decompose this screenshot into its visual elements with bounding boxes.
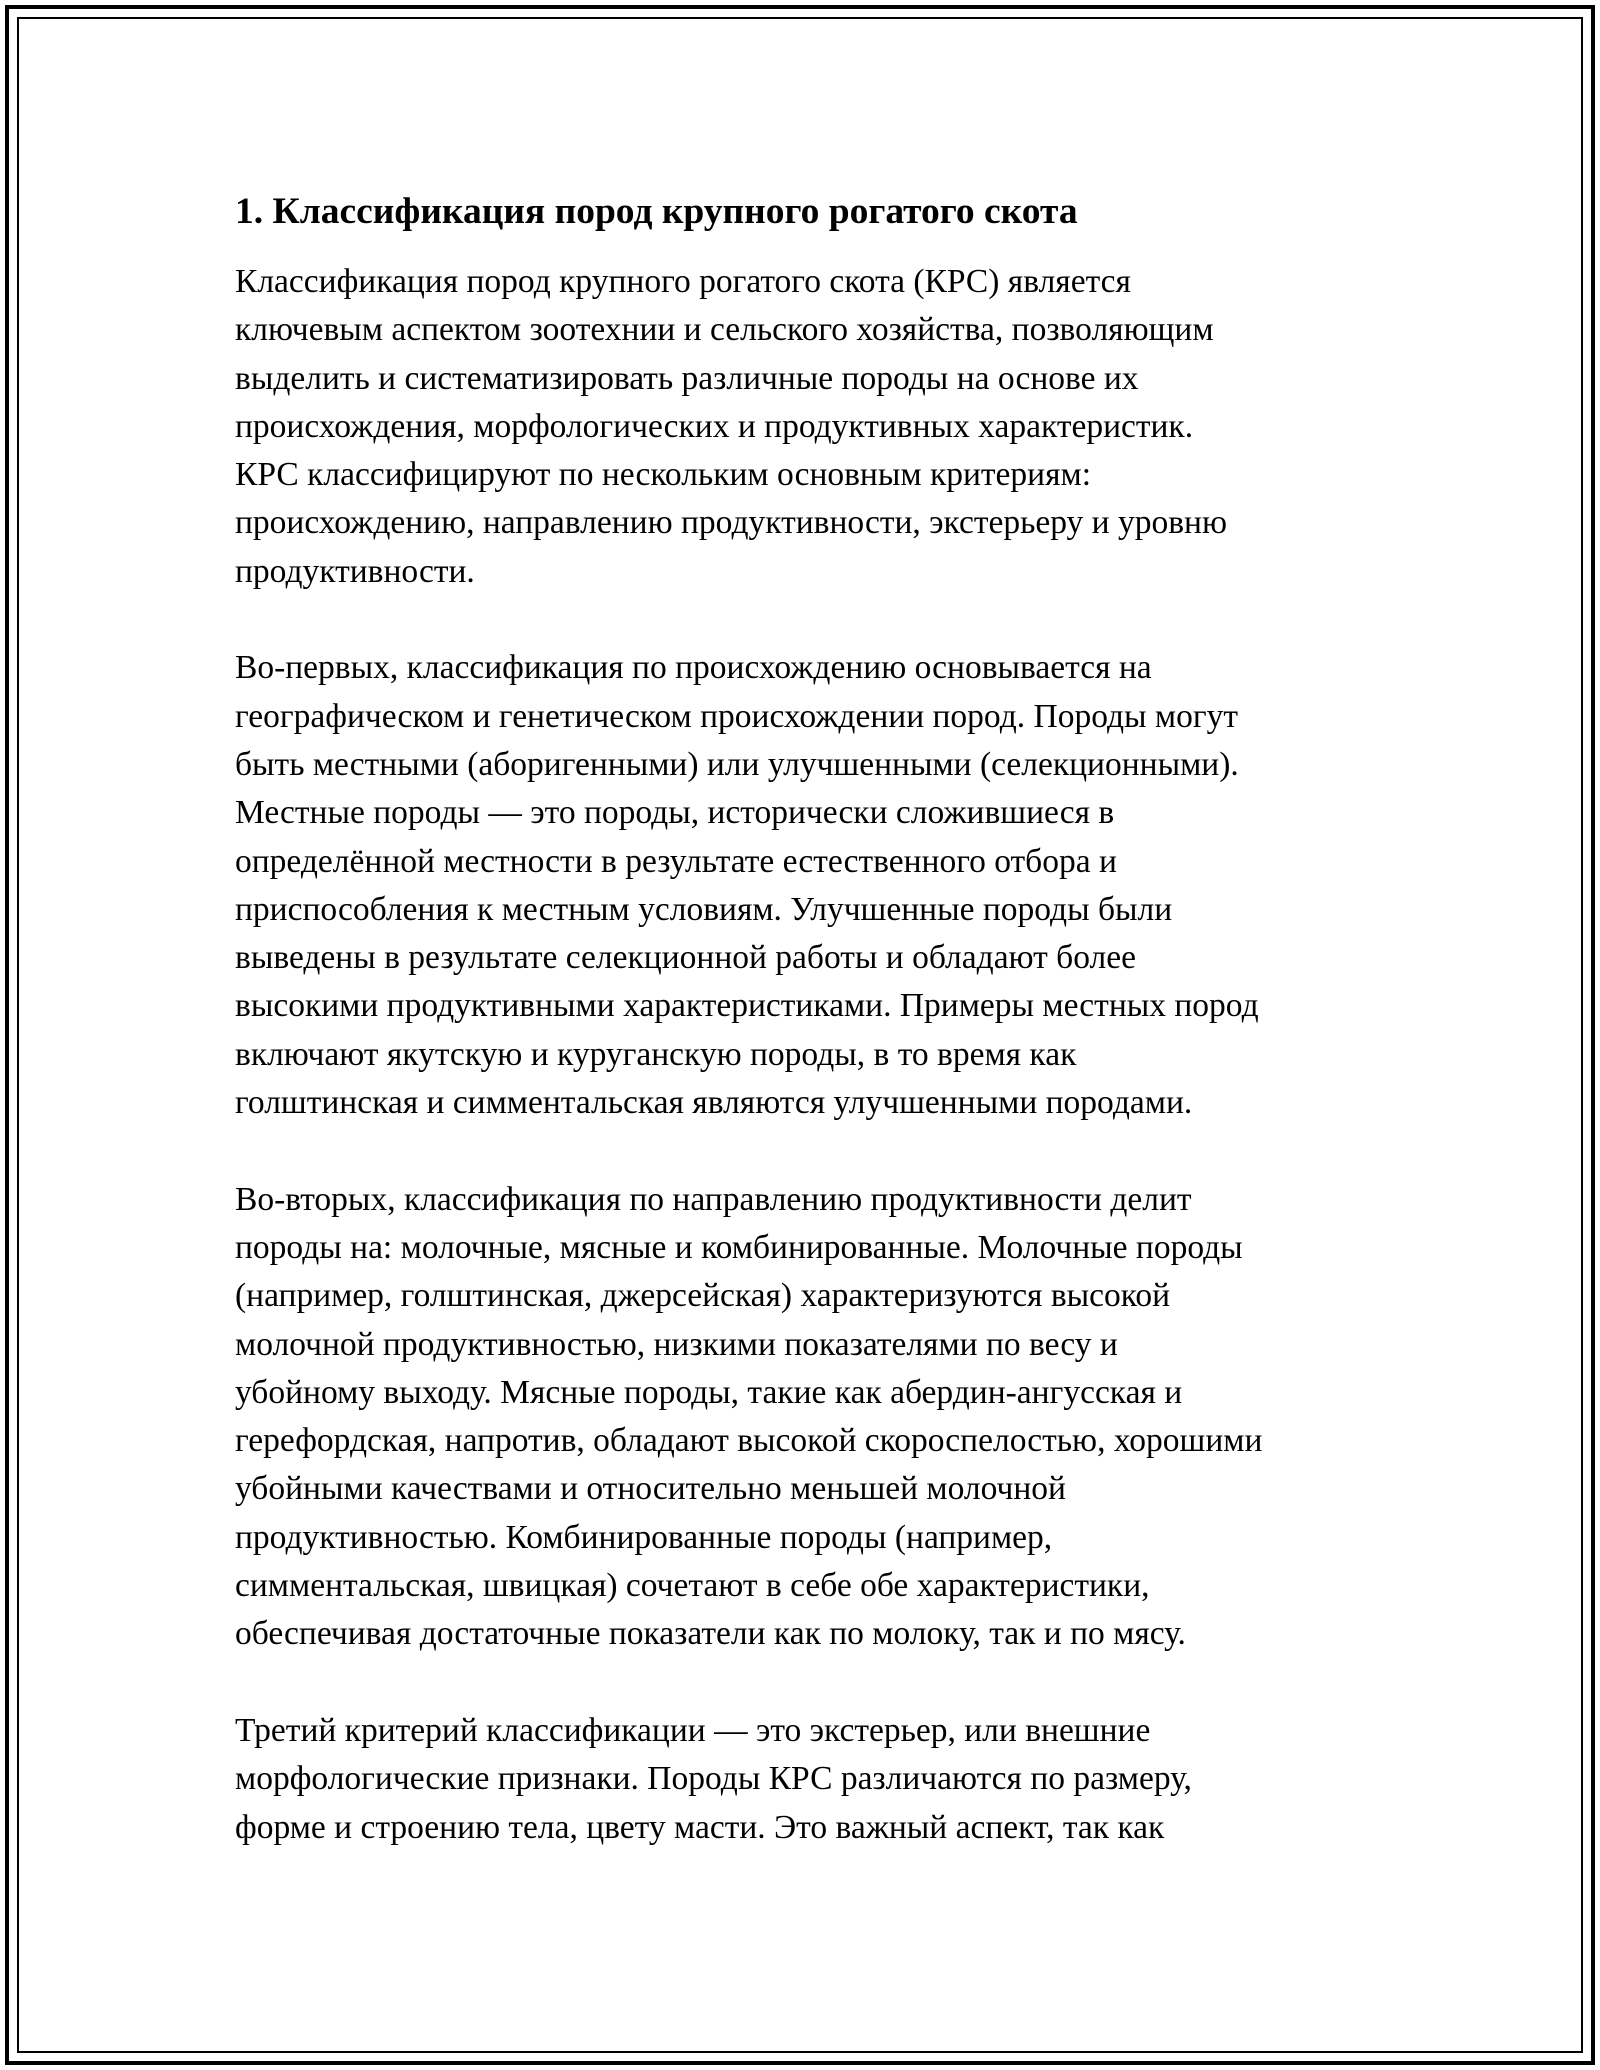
paragraph bbox=[235, 258, 1385, 596]
text-line: продуктивности. bbox=[235, 552, 475, 590]
text-line: продуктивностью. Комбинированные породы (например, bbox=[235, 1518, 1053, 1556]
text-line: включают якутскую и куруганскую породы, в то время как bbox=[235, 1035, 1077, 1073]
text-line: убойному выходу. Мясные породы, такие как абердин-ангусская и bbox=[235, 1373, 1183, 1411]
text-line: Во-вторых, классификация по направлению продуктивности делит bbox=[235, 1180, 1192, 1218]
text-line: Во-первых, классификация по происхождению основывается на bbox=[235, 649, 1152, 687]
section-heading: 1. Классификация пород крупного рогатого скота bbox=[235, 191, 1078, 232]
text-line: форме и строению тела, цвету масти. Это важный аспект, так как bbox=[235, 1808, 1165, 1846]
text-line: Классификация пород крупного рогатого скота (КРС) является bbox=[235, 263, 1131, 300]
text-line: происхождения, морфологических и продуктивных характеристик. bbox=[235, 407, 1194, 445]
text-line: ключевым аспектом зоотехнии и сельского хозяйства, позволяющим bbox=[235, 311, 1214, 349]
text-line: породы на: молочные, мясные и комбинированные. Молочные породы bbox=[235, 1228, 1243, 1266]
text-line: герефордская, напротив, обладают высокой скороспелостью, хорошими bbox=[235, 1422, 1263, 1460]
text-line: (например, голштинская, джерсейская) характеризуются высокой bbox=[235, 1277, 1171, 1315]
text-line: приспособления к местным условиям. Улучшенные породы были bbox=[235, 890, 1173, 928]
text-line: молочной продуктивностью, низкими показателями по весу и bbox=[235, 1325, 1118, 1363]
text-line: выведены в результате селекционной работы и обладают более bbox=[235, 939, 1136, 977]
text-line: симментальская, швицкая) сочетают в себе обе характеристики, bbox=[235, 1567, 1150, 1605]
text-line: определённой местности в результате естественного отбора и bbox=[235, 842, 1117, 880]
paragraph bbox=[235, 1176, 1385, 1659]
text-line: обеспечивая достаточные показатели как по молоку, так и по мясу. bbox=[235, 1615, 1186, 1653]
text-line: морфологические признаки. Породы КРС различаются по размеру, bbox=[235, 1760, 1192, 1798]
paragraph-container bbox=[235, 258, 1385, 1852]
text-line: выделить и систематизировать различные породы на основе их bbox=[235, 359, 1139, 397]
text-line: происхождению, направлению продуктивности, экстерьеру и уровню bbox=[235, 504, 1228, 542]
text-line: географическом и генетическом происхождении пород. Породы могут bbox=[235, 697, 1238, 735]
paragraph bbox=[235, 644, 1385, 1127]
text-line: Местные породы — это породы, исторически сложившиеся в bbox=[235, 794, 1115, 832]
text-line: высокими продуктивными характеристиками. Примеры местных пород bbox=[235, 987, 1259, 1025]
paragraph bbox=[235, 1707, 1385, 1852]
text-line: Третий критерий классификации — это экстерьер, или внешние bbox=[235, 1711, 1151, 1749]
text-line: быть местными (аборигенными) или улучшенными (селекционными). bbox=[235, 745, 1239, 783]
text-line: КРС классифицируют по нескольким основным критериям: bbox=[235, 456, 1092, 494]
document-body bbox=[235, 188, 1385, 1900]
text-line: убойными качествами и относительно меньшей молочной bbox=[235, 1470, 1066, 1508]
text-line: голштинская и симментальская являются улучшенными породами. bbox=[235, 1084, 1193, 1122]
